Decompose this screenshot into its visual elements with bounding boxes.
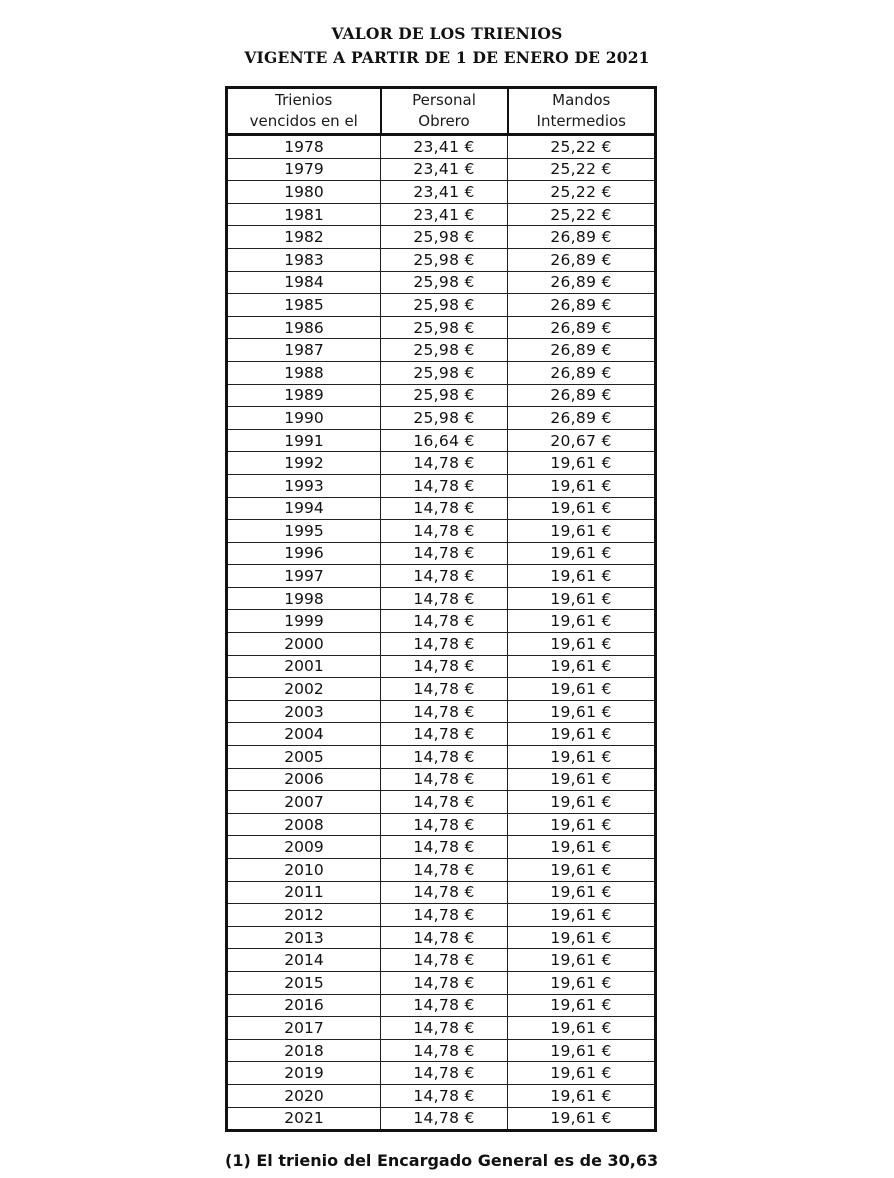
mandos-intermedios-cell: 19,61 € (508, 791, 656, 814)
year-cell: 1986 (227, 316, 381, 339)
mandos-intermedios-cell: 20,67 € (508, 429, 656, 452)
mandos-intermedios-cell: 19,61 € (508, 723, 656, 746)
mandos-intermedios-cell: 19,61 € (508, 949, 656, 972)
year-cell: 2007 (227, 791, 381, 814)
table-row (227, 813, 656, 836)
year-cell: 1984 (227, 271, 381, 294)
table-row (227, 339, 656, 362)
personal-obrero-cell: 14,78 € (381, 1107, 508, 1131)
table-row (227, 226, 656, 249)
year-cell: 2017 (227, 1017, 381, 1040)
table-row (227, 971, 656, 994)
mandos-intermedios-cell: 19,61 € (508, 474, 656, 497)
table-row (227, 565, 656, 588)
table-row (227, 859, 656, 882)
year-cell: 2001 (227, 655, 381, 678)
mandos-intermedios-cell: 19,61 € (508, 565, 656, 588)
table-row (227, 633, 656, 656)
table-row (227, 248, 656, 271)
year-cell: 2015 (227, 971, 381, 994)
personal-obrero-cell: 14,78 € (381, 813, 508, 836)
table-row (227, 904, 656, 927)
mandos-intermedios-cell: 19,61 € (508, 587, 656, 610)
table-row (227, 158, 656, 181)
personal-obrero-cell: 14,78 € (381, 994, 508, 1017)
personal-obrero-cell: 25,98 € (381, 339, 508, 362)
year-cell: 2011 (227, 881, 381, 904)
mandos-intermedios-cell: 19,61 € (508, 971, 656, 994)
year-cell: 1991 (227, 429, 381, 452)
mandos-intermedios-cell: 19,61 € (508, 746, 656, 769)
mandos-intermedios-cell: 19,61 € (508, 926, 656, 949)
year-cell: 1990 (227, 407, 381, 430)
year-cell: 1979 (227, 158, 381, 181)
table-row (227, 520, 656, 543)
mandos-intermedios-cell: 25,22 € (508, 203, 656, 226)
table-header-row (227, 88, 656, 135)
table-row (227, 949, 656, 972)
document-title: VALOR DE LOS TRIENIOS (331, 24, 563, 43)
table-row (227, 1017, 656, 1040)
mandos-intermedios-cell: 25,22 € (508, 181, 656, 204)
personal-obrero-cell: 14,78 € (381, 452, 508, 475)
personal-obrero-cell: 14,78 € (381, 768, 508, 791)
mandos-intermedios-cell: 26,89 € (508, 339, 656, 362)
table-row (227, 678, 656, 701)
mandos-intermedios-cell: 26,89 € (508, 384, 656, 407)
mandos-intermedios-cell: 19,61 € (508, 994, 656, 1017)
year-cell: 2008 (227, 813, 381, 836)
year-cell: 2020 (227, 1084, 381, 1107)
table-row (227, 203, 656, 226)
personal-obrero-cell: 14,78 € (381, 542, 508, 565)
year-cell: 2021 (227, 1107, 381, 1131)
personal-obrero-cell: 14,78 € (381, 791, 508, 814)
year-cell: 1992 (227, 452, 381, 475)
table-row (227, 384, 656, 407)
table-row (227, 542, 656, 565)
mandos-intermedios-cell: 19,61 € (508, 768, 656, 791)
table-row (227, 655, 656, 678)
personal-obrero-cell: 14,78 € (381, 1039, 508, 1062)
personal-obrero-cell: 14,78 € (381, 746, 508, 769)
document-subtitle: VIGENTE A PARTIR DE 1 DE ENERO DE 2021 (244, 48, 650, 67)
mandos-intermedios-cell: 19,61 € (508, 1017, 656, 1040)
table-row (227, 452, 656, 475)
table-row (227, 700, 656, 723)
header-trienios-vencidos: Trienios vencidos en el (227, 88, 381, 135)
personal-obrero-cell: 14,78 € (381, 1017, 508, 1040)
year-cell: 1978 (227, 135, 381, 159)
mandos-intermedios-cell: 19,61 € (508, 655, 656, 678)
mandos-intermedios-cell: 19,61 € (508, 1107, 656, 1131)
year-cell: 1987 (227, 339, 381, 362)
year-cell: 2002 (227, 678, 381, 701)
mandos-intermedios-cell: 19,61 € (508, 452, 656, 475)
year-cell: 2005 (227, 746, 381, 769)
personal-obrero-cell: 25,98 € (381, 316, 508, 339)
mandos-intermedios-cell: 19,61 € (508, 904, 656, 927)
mandos-intermedios-cell: 19,61 € (508, 497, 656, 520)
personal-obrero-cell: 23,41 € (381, 158, 508, 181)
trienios-table (225, 86, 657, 1132)
table-row (227, 926, 656, 949)
table-row (227, 768, 656, 791)
table-row (227, 610, 656, 633)
personal-obrero-cell: 14,78 € (381, 497, 508, 520)
table-row (227, 746, 656, 769)
mandos-intermedios-cell: 19,61 € (508, 859, 656, 882)
table-row (227, 407, 656, 430)
table-row (227, 836, 656, 859)
mandos-intermedios-cell: 25,22 € (508, 158, 656, 181)
table-row (227, 1062, 656, 1085)
year-cell: 1980 (227, 181, 381, 204)
year-cell: 2009 (227, 836, 381, 859)
personal-obrero-cell: 14,78 € (381, 587, 508, 610)
personal-obrero-cell: 14,78 € (381, 949, 508, 972)
mandos-intermedios-cell: 19,61 € (508, 813, 656, 836)
mandos-intermedios-cell: 26,89 € (508, 294, 656, 317)
personal-obrero-cell: 16,64 € (381, 429, 508, 452)
table-row (227, 994, 656, 1017)
mandos-intermedios-cell: 19,61 € (508, 700, 656, 723)
footnote: (1) El trienio del Encargado General es de 30,63 (225, 1151, 659, 1170)
personal-obrero-cell: 23,41 € (381, 135, 508, 159)
table-row (227, 1039, 656, 1062)
mandos-intermedios-cell: 19,61 € (508, 1084, 656, 1107)
personal-obrero-cell: 14,78 € (381, 1062, 508, 1085)
personal-obrero-cell: 14,78 € (381, 881, 508, 904)
personal-obrero-cell: 14,78 € (381, 723, 508, 746)
year-cell: 2012 (227, 904, 381, 927)
mandos-intermedios-cell: 26,89 € (508, 248, 656, 271)
year-cell: 2014 (227, 949, 381, 972)
table-row (227, 497, 656, 520)
personal-obrero-cell: 14,78 € (381, 678, 508, 701)
year-cell: 1995 (227, 520, 381, 543)
mandos-intermedios-cell: 19,61 € (508, 1062, 656, 1085)
table-row (227, 881, 656, 904)
table-row (227, 181, 656, 204)
year-cell: 2004 (227, 723, 381, 746)
mandos-intermedios-cell: 19,61 € (508, 1039, 656, 1062)
personal-obrero-cell: 25,98 € (381, 361, 508, 384)
table-row (227, 316, 656, 339)
year-cell: 2018 (227, 1039, 381, 1062)
personal-obrero-cell: 25,98 € (381, 226, 508, 249)
table-row (227, 723, 656, 746)
table-body (227, 135, 656, 1131)
mandos-intermedios-cell: 25,22 € (508, 135, 656, 159)
table-row (227, 1084, 656, 1107)
year-cell: 1999 (227, 610, 381, 633)
personal-obrero-cell: 25,98 € (381, 271, 508, 294)
personal-obrero-cell: 23,41 € (381, 181, 508, 204)
year-cell: 1997 (227, 565, 381, 588)
year-cell: 1993 (227, 474, 381, 497)
personal-obrero-cell: 14,78 € (381, 565, 508, 588)
mandos-intermedios-cell: 19,61 € (508, 678, 656, 701)
table-row (227, 1107, 656, 1131)
table-row (227, 429, 656, 452)
year-cell: 2003 (227, 700, 381, 723)
table-row (227, 474, 656, 497)
mandos-intermedios-cell: 26,89 € (508, 316, 656, 339)
year-cell: 1981 (227, 203, 381, 226)
mandos-intermedios-cell: 19,61 € (508, 542, 656, 565)
mandos-intermedios-cell: 19,61 € (508, 881, 656, 904)
table-row (227, 361, 656, 384)
mandos-intermedios-cell: 26,89 € (508, 407, 656, 430)
personal-obrero-cell: 14,78 € (381, 971, 508, 994)
personal-obrero-cell: 23,41 € (381, 203, 508, 226)
personal-obrero-cell: 14,78 € (381, 655, 508, 678)
mandos-intermedios-cell: 19,61 € (508, 610, 656, 633)
header-mandos-intermedios: Mandos Intermedios (508, 88, 656, 135)
year-cell: 1985 (227, 294, 381, 317)
mandos-intermedios-cell: 19,61 € (508, 520, 656, 543)
year-cell: 1996 (227, 542, 381, 565)
year-cell: 1988 (227, 361, 381, 384)
personal-obrero-cell: 14,78 € (381, 904, 508, 927)
personal-obrero-cell: 14,78 € (381, 700, 508, 723)
personal-obrero-cell: 14,78 € (381, 474, 508, 497)
personal-obrero-cell: 14,78 € (381, 926, 508, 949)
personal-obrero-cell: 14,78 € (381, 859, 508, 882)
personal-obrero-cell: 14,78 € (381, 610, 508, 633)
mandos-intermedios-cell: 19,61 € (508, 633, 656, 656)
year-cell: 2000 (227, 633, 381, 656)
personal-obrero-cell: 25,98 € (381, 248, 508, 271)
mandos-intermedios-cell: 26,89 € (508, 271, 656, 294)
table-row (227, 135, 656, 159)
personal-obrero-cell: 14,78 € (381, 520, 508, 543)
year-cell: 2013 (227, 926, 381, 949)
table-row (227, 587, 656, 610)
table-row (227, 791, 656, 814)
header-personal-obrero: Personal Obrero (381, 88, 508, 135)
table-row (227, 271, 656, 294)
year-cell: 1989 (227, 384, 381, 407)
mandos-intermedios-cell: 26,89 € (508, 361, 656, 384)
personal-obrero-cell: 25,98 € (381, 294, 508, 317)
mandos-intermedios-cell: 19,61 € (508, 836, 656, 859)
personal-obrero-cell: 14,78 € (381, 633, 508, 656)
year-cell: 1982 (227, 226, 381, 249)
table-row (227, 294, 656, 317)
year-cell: 2016 (227, 994, 381, 1017)
year-cell: 2006 (227, 768, 381, 791)
personal-obrero-cell: 14,78 € (381, 836, 508, 859)
personal-obrero-cell: 25,98 € (381, 407, 508, 430)
personal-obrero-cell: 14,78 € (381, 1084, 508, 1107)
mandos-intermedios-cell: 26,89 € (508, 226, 656, 249)
year-cell: 1998 (227, 587, 381, 610)
year-cell: 2019 (227, 1062, 381, 1085)
personal-obrero-cell: 25,98 € (381, 384, 508, 407)
year-cell: 1994 (227, 497, 381, 520)
year-cell: 1983 (227, 248, 381, 271)
year-cell: 2010 (227, 859, 381, 882)
